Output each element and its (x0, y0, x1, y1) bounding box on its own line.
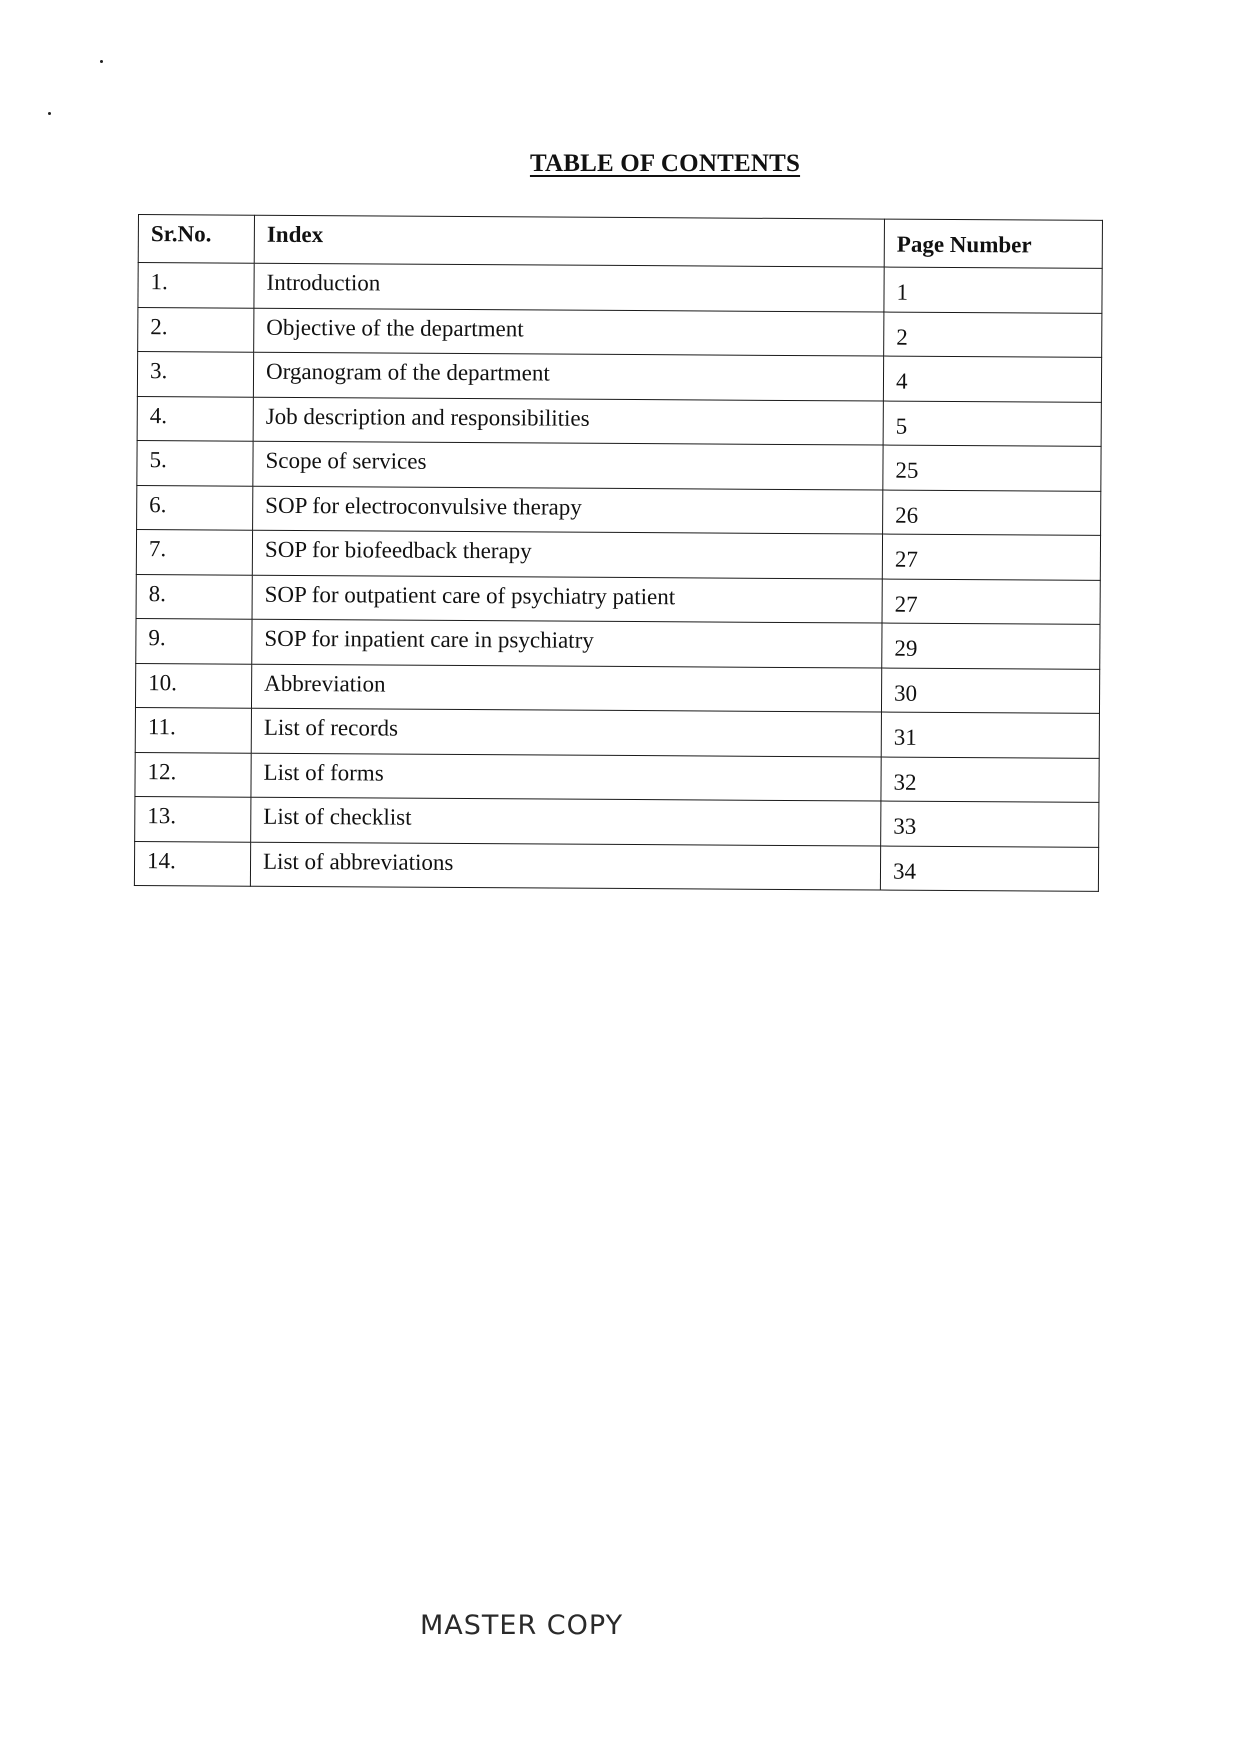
table-row (138, 307, 1102, 357)
row-sr-no: 9. (136, 618, 252, 663)
page-title: TABLE OF CONTENTS (529, 150, 801, 177)
row-page-number: 2 (884, 312, 1102, 358)
row-index-title: Objective of the department (254, 308, 884, 356)
table-row (136, 529, 1100, 579)
row-sr-no: 6. (137, 485, 253, 530)
table-row (135, 707, 1099, 757)
row-page-number: 4 (883, 356, 1101, 402)
row-index-title: Abbreviation (251, 664, 881, 712)
header-index: Index (254, 215, 884, 267)
table-row (137, 352, 1101, 402)
row-sr-no: 14. (134, 841, 250, 886)
row-sr-no: 8. (136, 574, 252, 619)
row-page-number: 25 (883, 445, 1101, 491)
table-row (135, 663, 1099, 713)
table-body (134, 263, 1102, 892)
table-row (135, 752, 1099, 802)
table-row (136, 618, 1100, 668)
row-page-number: 33 (881, 801, 1099, 847)
table-row (134, 841, 1098, 891)
row-index-title: List of records (251, 708, 881, 756)
row-sr-no: 3. (137, 352, 253, 397)
row-index-title: SOP for biofeedback therapy (252, 530, 882, 578)
table-row (138, 263, 1102, 313)
row-index-title: List of checklist (251, 797, 881, 845)
row-page-number: 1 (884, 267, 1102, 313)
row-page-number: 27 (882, 579, 1100, 625)
row-index-title: Organogram of the department (253, 352, 883, 400)
row-sr-no: 4. (137, 396, 253, 441)
row-page-number: 29 (882, 623, 1100, 669)
row-index-title: SOP for electroconvulsive therapy (253, 486, 883, 534)
row-sr-no: 13. (135, 796, 251, 841)
table-row (137, 485, 1101, 535)
header-page-number: Page Number (884, 219, 1102, 268)
row-index-title: Introduction (254, 263, 884, 311)
row-index-title: List of abbreviations (250, 842, 880, 890)
table-row (137, 440, 1101, 490)
row-sr-no: 12. (135, 752, 251, 797)
table-row (136, 574, 1100, 624)
table-row (137, 396, 1101, 446)
row-sr-no: 5. (137, 440, 253, 485)
header-sr-no: Sr.No. (138, 215, 254, 264)
row-page-number: 32 (881, 757, 1099, 803)
master-copy-stamp: MASTER COPY (420, 1610, 624, 1641)
row-index-title: Scope of services (253, 441, 883, 489)
row-index-title: SOP for inpatient care in psychiatry (252, 619, 882, 667)
scan-speck (100, 60, 103, 63)
row-sr-no: 10. (135, 663, 251, 708)
table-header-row (138, 215, 1102, 269)
row-index-title: SOP for outpatient care of psychiatry patient (252, 575, 882, 623)
row-page-number: 26 (883, 490, 1101, 536)
row-page-number: 31 (881, 712, 1099, 758)
row-index-title: List of forms (251, 753, 881, 801)
row-sr-no: 1. (138, 263, 254, 308)
row-index-title: Job description and responsibilities (253, 397, 883, 445)
row-sr-no: 2. (138, 307, 254, 352)
table-of-contents (134, 214, 1103, 892)
row-page-number: 30 (881, 668, 1099, 714)
row-page-number: 34 (880, 846, 1098, 892)
scan-speck (48, 112, 51, 115)
row-sr-no: 7. (136, 529, 252, 574)
row-page-number: 27 (882, 534, 1100, 580)
table-row (135, 796, 1099, 846)
row-sr-no: 11. (135, 707, 251, 752)
row-page-number: 5 (883, 401, 1101, 447)
